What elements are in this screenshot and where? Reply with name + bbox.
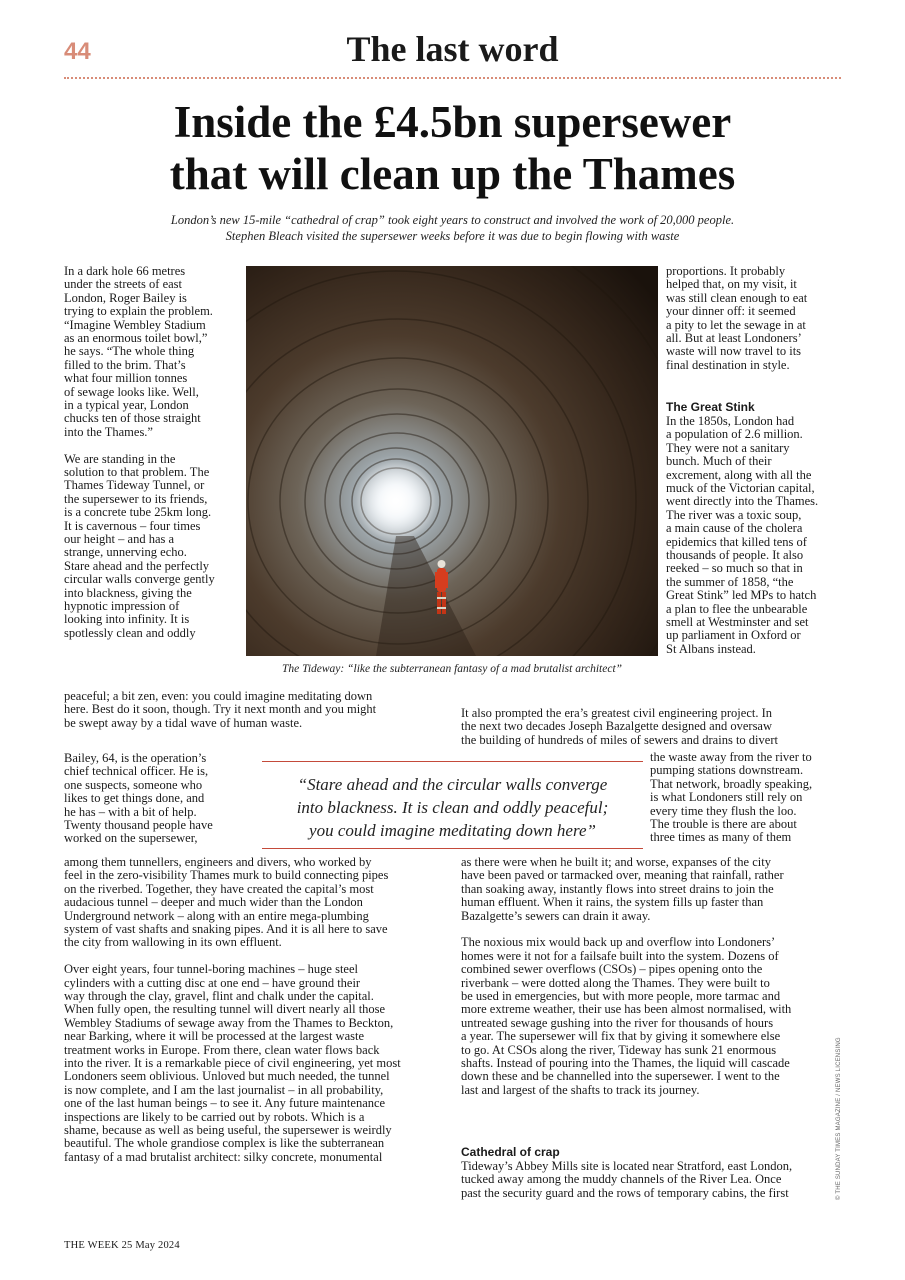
text-line: The trouble is there are about [650,817,797,831]
text-line: the next two decades Joseph Bazalgette designed and oversaw [461,719,773,734]
text-line: peaceful; a bit zen, even: you could imagine meditating down [64,689,373,703]
text-line: Thames Tideway Tunnel, or [64,478,205,493]
standfirst [90,212,815,244]
text-line: past the security guard and the rows of temporary cabins, the first [461,1185,789,1200]
text-line: treatment works in Europe. From there, clean water flows back [64,1042,380,1057]
photo-caption: The Tideway: “like the subterranean fantasy of a mad brutalist architect” [281,663,623,675]
text-line: helped that, on my visit, it [666,277,797,292]
pull-quote [262,773,643,842]
text-line: to go. At CSOs along the river, Tideway has sunk 21 enormous [461,1042,777,1057]
text-line: into the Thames.” [64,424,153,439]
text-line: looking into infinity. It is [64,612,190,627]
headline-line: that will clean up the Thames [169,149,736,199]
headline [40,96,865,200]
text-line: a year. The supersewer will fix that by giving it somewhere else [461,1029,781,1044]
text-line: Tideway’s Abbey Mills site is located near Stratford, east London, [461,1159,793,1173]
text-line: a main cause of the cholera [666,521,803,536]
text-line: one suspects, someone who [64,777,203,792]
text-line: into the river. It is a remarkable piece of civil engineering, yet most [64,1056,401,1070]
text-line: It is cavernous – four times [64,518,201,533]
text-line: bunch. Much of their [666,454,772,469]
text-line: the building of hundreds of miles of sewers and drains to divert [461,732,778,747]
text-line: your dinner off: it seemed [666,304,796,319]
text-line: beautiful. The whole grandiose complex is like the subterranean [64,1136,385,1151]
text-line: the summer of 1858, “the [666,574,794,589]
text-line: untreated sewage gushing into the river for thousands of hours [461,1015,774,1030]
text-line: inspections are likely to be carried out by robots. Which is a [64,1109,365,1124]
text-line: chucks ten of those straight [64,411,201,426]
text-line: That network, broadly speaking, [650,776,813,791]
text-line: Stare ahead and the perfectly [64,558,210,573]
text-line: chief technical officer. He is, [64,764,209,779]
text-line: as there were when he built it; and worse, expanses of the city [461,855,771,869]
section-title: The last word [346,29,559,69]
pull-quote-line: into blackness. It is clean and oddly peaceful; [296,798,609,817]
text-line: under the streets of east [64,277,183,292]
text-line: They were not a sanitary [666,440,790,455]
subhead-cathedral: Cathedral of crap [461,1145,560,1159]
text-line: three times as many of them [650,830,792,845]
text-line: trying to explain the problem. [64,304,213,319]
text-line: The river was a toxic soup, [666,507,802,522]
page-number: 44 [64,38,91,65]
pull-quote-rule-bottom [262,848,643,849]
text-line: fantasy of a mad brutalist architect: silky concrete, monumental [64,1149,383,1164]
text-line: Bailey, 64, is the operation’s [64,751,207,765]
text-line: strange, unnerving echo. [64,545,187,560]
text-line: shafts. Instead of pouring into the Thames, the liquid will cascade [461,1056,790,1070]
text-line: likes to get things done, and [64,791,205,806]
text-line: Wembley Stadiums of sewage away from the Thames to Beckton, [64,1015,394,1030]
text-line: spotlessly clean and oddly [64,625,196,640]
text-line: among them tunnellers, engineers and divers, who worked by [64,855,372,869]
text-line: one of the last human beings – to see it. Any future maintenance [64,1096,386,1111]
pull-quote-rule-top [262,761,643,762]
text-line: muck of the Victorian capital, [666,481,815,495]
pull-quote-line: “Stare ahead and the circular walls converge [297,775,608,794]
text-line: what four million tonnes [64,371,188,386]
text-line: as an enormous toilet bowl,” [64,331,208,345]
text-line: way through the clay, gravel, flint and chalk under the capital. [64,989,374,1003]
text-line: We are standing in the [64,451,176,466]
text-line: shame, because as well as being useful, the supersewer is weirdly [64,1123,392,1137]
header-rule [64,77,841,79]
standfirst-line: London’s new 15-mile “cathedral of crap” took eight years to construct and involved the work of 20,000 people. [170,213,735,227]
text-line: St Albans instead. [666,641,756,656]
text-line: than soaking away, instantly flows into street drains to join the [461,881,774,896]
text-line: final destination in style. [666,357,790,372]
text-line: was still clean enough to eat [666,290,808,305]
text-line: up parliament in Oxford or [666,628,801,643]
text-line: the supersewer to its friends, [64,491,208,506]
text-line: solution to that problem. The [64,465,210,479]
text-line: be swept away by a tidal wave of human waste. [64,715,303,730]
text-line: down these and be channelled into the supersewer. I went to the [461,1069,780,1084]
text-line: In the 1850s, London had [666,414,795,428]
text-line: human effluent. When it rains, the system fills up faster than [461,895,764,910]
text-line: have been paved or tarmacked over, meaning that rainfall, rather [461,868,784,883]
headline-line: Inside the £4.5bn supersewer [173,97,732,147]
text-line: “Imagine Wembley Stadium [64,317,206,332]
text-line: our height – and has a [64,532,175,546]
text-line: homes were it not for a failsafe built into the system. Dozens of [461,948,779,963]
text-line: waste will now travel to its [666,344,802,359]
text-line: tucked away among the muddy channels of the River Lea. Once [461,1172,782,1187]
text-line: Londoners seem oblivious. Unloved but much needed, the tunnel [64,1069,390,1084]
text-line: The noxious mix would back up and overflow into Londoners’ [461,935,776,950]
text-line: near Barking, where it will be processed at the largest waste [64,1029,365,1044]
text-line: on the riverbed. Together, they have created the capital’s most [64,881,374,896]
text-line: went directly into the Thames. [666,494,819,509]
text-line: cylinders with a cutting disc at one end – have ground their [64,975,361,990]
text-line: system of vast shafts and snaking pipes. And it is all here to save [64,922,388,936]
text-line: pumping stations downstream. [650,763,804,778]
tunnel-photo [246,266,658,656]
text-line: of sewage looks like. Well, [64,384,199,399]
footer-publication: THE WEEK 25 May 2024 [64,1240,180,1251]
text-line: filled to the brim. That’s [64,357,186,372]
text-line: hypnotic impression of [64,599,180,613]
text-line: riverbank – were dotted along the Thames. They were built to [461,975,770,990]
text-line: Underground network – along with an entire mega-plumbing [64,908,369,923]
text-line: the waste away from the river to [650,750,812,764]
text-line: be used in emergencies, but with more people, more tarmac and [461,989,781,1003]
text-line: proportions. It probably [666,264,786,278]
photo-credit: © THE SUNDAY TIMES MAGAZINE / NEWS LICENSING [836,1037,842,1200]
text-line: feel in the zero-visibility Thames murk to build connecting pipes [64,868,389,883]
text-line: all. But at least Londoners’ [666,331,802,345]
text-line: he has – with a bit of help. [64,804,197,819]
text-line: epidemics that killed tens of [666,534,807,549]
text-line: last and largest of the shafts to track its journey. [461,1082,700,1097]
text-line: is a concrete tube 25km long. [64,505,212,520]
text-line: a pity to let the sewage in at [666,317,806,332]
text-line: smell at Westminster and set [666,615,809,629]
text-line: combined sewer overflows (CSOs) – pipes opening onto the [461,962,763,977]
text-line: every time they flush the loo. [650,803,797,818]
text-line: London, Roger Bailey is [64,290,187,305]
text-line: is now complete, and I am the last journalist – in all probability, [64,1082,384,1097]
text-line: Twenty thousand people have [64,818,213,832]
text-line: audacious tunnel – deeper and much wider than the London [64,895,363,910]
text-line: here. Best do it soon, though. Try it next month and you might [64,702,377,717]
text-line: is what Londoners still rely on [650,790,803,805]
text-line: in a typical year, London [64,398,189,412]
text-line: excrement, along with all the [666,467,812,482]
text-line: When fully open, the resulting tunnel will divert nearly all those [64,1002,386,1017]
text-line: more extreme weather, their use has been almost normalised, with [461,1002,792,1017]
text-line: thousands of people. It also [666,548,804,562]
text-line: It also prompted the era’s greatest civil engineering project. In [461,706,772,720]
text-line: circular walls converge gently [64,572,215,587]
text-line: In a dark hole 66 metres [64,264,186,278]
standfirst-line: Stephen Bleach visited the supersewer weeks before it was due to begin flowing with waste [225,229,680,243]
text-line: reeked – so much so that in [666,561,803,576]
text-line: Great Stink” led MPs to hatch [666,588,817,603]
text-line: the city from wallowing in its own effluent. [64,935,282,950]
subhead-great-stink: The Great Stink [666,400,755,414]
text-line: into blackness, giving the [64,585,192,600]
text-line: worked on the supersewer, [64,831,198,846]
text-line: a population of 2.6 million. [666,427,803,442]
text-line: he says. “The whole thing [64,344,195,359]
text-line: Over eight years, four tunnel-boring machines – huge steel [64,962,359,977]
pull-quote-line: you could imagine meditating down here” [309,821,596,840]
text-line: a plan to flee the unbearable [666,601,808,616]
text-line: Bazalgette’s sewers can drain it away. [461,908,651,923]
